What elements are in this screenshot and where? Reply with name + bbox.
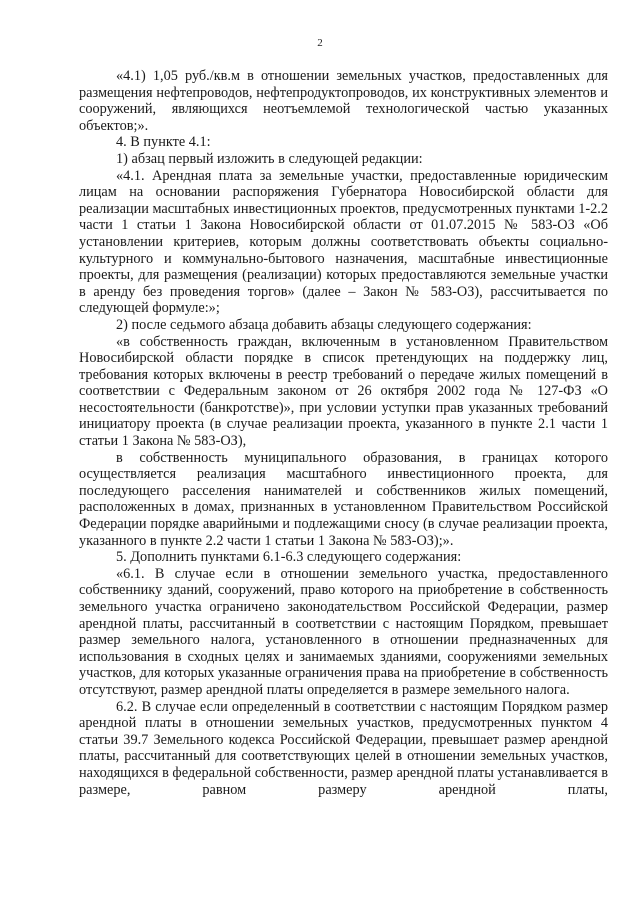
paragraph-4-1-new-text: «4.1. Арендная плата за земельные участки, предоставленные юридическим лицам на основании распоряжения Губернатора Новосибирской области для реализации масштабных инвестиционных проектов, предусмотренных пунктами 1-2.2 части 1 статьи 1 Закона Новосибирской области от 01.07.2015 № 583-ОЗ «Об установлении критериев, которым должны соответствовать объекты социально-культурного и коммунально-бытового назначения, масштабные инвестиционные проекты, для размещения (реализации) которых предоставляются земельные участки в аренду без проведения торгов» (далее – Закон № 583-ОЗ), рассчитывается по следующей формуле:»;	[79, 167, 608, 317]
document-body	[79, 68, 608, 798]
paragraph-citizens-ownership: «в собственность граждан, включенным в установленном Правительством Новосибирской области порядке в список претендующих на поддержку лиц, требования которых включены в реестр требований о передаче жилых помещений в соответствии с Федеральным законом от 26 октября 2002 года № 127-ФЗ «О несостоятельности (банкротстве)», при условии уступки прав указанных требований инициатору проекта (в случае реализации проекта, указанного в пункте 2.1 части 1 статьи 1 Закона № 583-ОЗ),	[79, 333, 608, 450]
paragraph-6-1: «6.1. В случае если в отношении земельного участка, предоставленного собственнику зданий, сооружений, право которого на приобретение в собственность земельного участка ограничено законодательством Российской Федерации, размер арендной платы, рассчитанный в соответствии с настоящим Порядком, превышает размер земельного налога, установленного в отношении предназначенных для использования в сходных целях и занимаемых зданиями, сооружениями земельных участков, для которых указанные ограничения права на приобретение в собственность отсутствуют, размер арендной платы определяется в размере земельного налога.	[79, 565, 608, 698]
paragraph-item-5-heading: 5. Дополнить пунктами 6.1-6.3 следующего содержания:	[116, 549, 462, 566]
page-number: 2	[317, 37, 323, 49]
paragraph-4-1-addition: «4.1) 1,05 руб./кв.м в отношении земельных участков, предоставленных для размещения нефтепроводов, нефтепродуктопроводов, их конструктивных элементов и сооружений, являющихся неотъемлемой технологической частью указанных объектов;».	[79, 68, 608, 134]
paragraph-6-2: 6.2. В случае если определенный в соответствии с настоящим Порядком размер арендной платы в отношении земельных участков, предусмотренных пунктом 4 статьи 39.7 Земельного кодекса Российской Федерации, превышает размер арендной платы, рассчитанный для соответствующих целей в отношении земельных участков, находящихся в федеральной собственности, размер арендной платы устанавливается в размере, равном размеру арендной платы,	[79, 698, 608, 798]
paragraph-municipal-ownership: в собственность муниципального образования, в границах которого осуществляется реализация масштабного инвестиционного проекта, для последующего расселения нанимателей и собственников жилых помещений, расположенных в домах, признанных в установленном Правительством Российской Федерации порядке аварийными и подлежащими сносу (в случае реализации проекта, указанного в пункте 2.2 части 1 статьи 1 Закона № 583-ОЗ);».	[79, 449, 608, 549]
paragraph-item-4-heading: 4. В пункте 4.1:	[116, 134, 211, 151]
paragraph-subitem-1: 1) абзац первый изложить в следующей редакции:	[116, 150, 423, 167]
paragraph-subitem-2: 2) после седьмого абзаца добавить абзацы следующего содержания:	[116, 316, 532, 333]
